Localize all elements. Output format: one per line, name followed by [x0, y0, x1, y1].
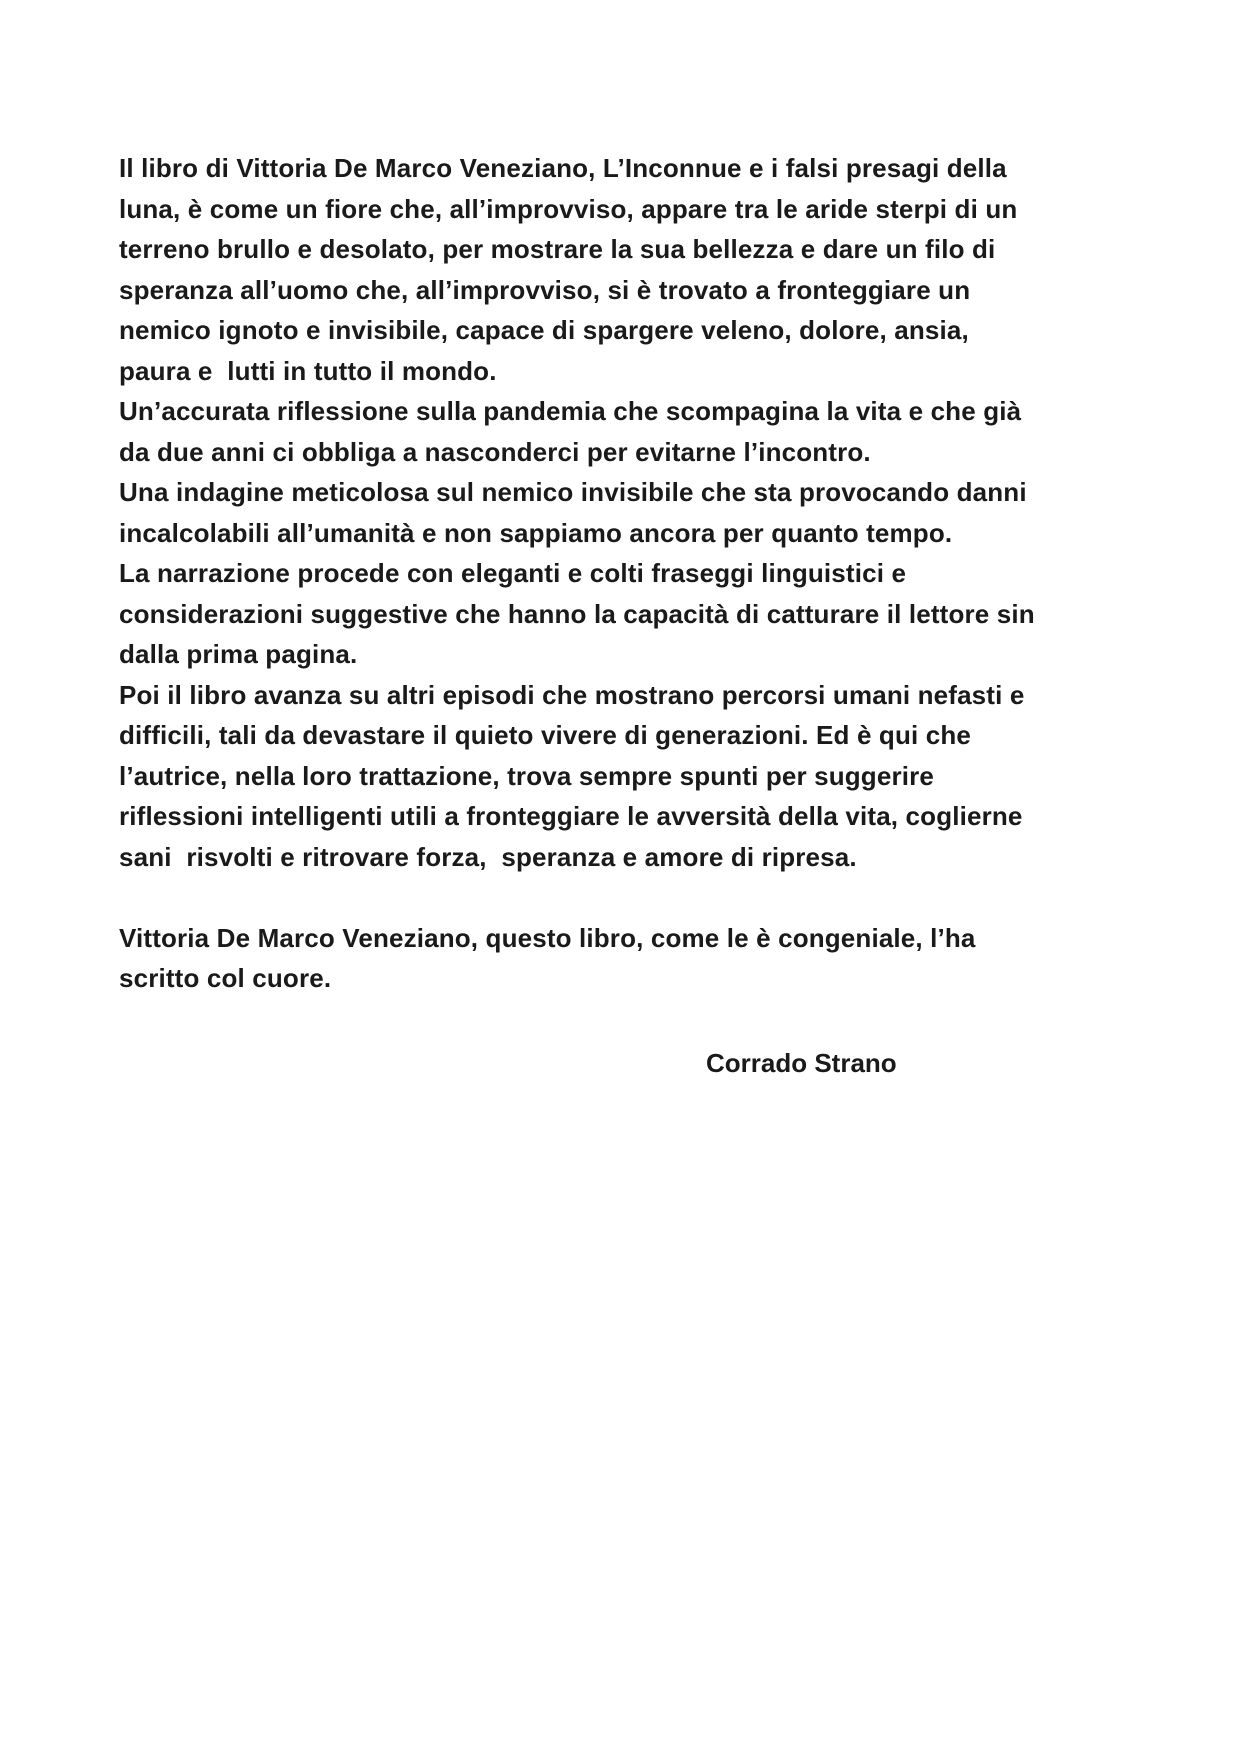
text-line: considerazioni suggestive che hanno la capacità di catturare il lettore sin: [119, 598, 1035, 629]
text-line: speranza all’uomo che, all’improvviso, si è trovato a fronteggiare un: [119, 274, 971, 305]
text-line: Una indagine meticolosa sul nemico invisibile che sta provocando danni: [119, 477, 1027, 507]
text-line: scritto col cuore.: [119, 963, 332, 993]
text-line: La narrazione procede con eleganti e colti fraseggi linguistici e: [119, 558, 907, 588]
text-line: Vittoria De Marco Veneziano, questo libro, come le è congeniale, l’ha: [119, 922, 976, 953]
text-line: difficili, tali da devastare il quieto vivere di generazioni. Ed è qui che: [119, 720, 971, 750]
author-signature: Corrado Strano: [706, 1048, 897, 1078]
text-line: Un’accurata riflessione sulla pandemia che scompagina la vita e che già: [119, 396, 1022, 426]
paragraph-spacer: [119, 877, 1139, 918]
text-line: Il libro di Vittoria De Marco Veneziano, L’Inconnue e i falsi presagi della: [119, 153, 1007, 183]
text-line: nemico ignoto e invisibile, capace di spargere veleno, dolore, ansia,: [119, 315, 969, 345]
text-line: terreno brullo e desolato, per mostrare la sua bellezza e dare un filo di: [119, 234, 996, 264]
text-line: paura e lutti in tutto il mondo.: [119, 355, 497, 386]
text-line: da due anni ci obbliga a nasconderci per evitarne l’incontro.: [119, 436, 871, 467]
text-line: luna, è come un fiore che, all’improvviso, appare tra le aride sterpi di un: [119, 193, 1018, 224]
text-line: l’autrice, nella loro trattazione, trova sempre spunti per suggerire: [119, 760, 934, 791]
text-line: sani risvolti e ritrovare forza, speranza e amore di ripresa.: [119, 841, 857, 872]
text-line: dalla prima pagina.: [119, 639, 358, 669]
text-line: incalcolabili all’umanità e non sappiamo ancora per quanto tempo.: [119, 517, 953, 548]
document-body: [119, 148, 1139, 999]
text-line: Poi il libro avanza su altri episodi che mostrano percorsi umani nefasti e: [119, 679, 1025, 710]
text-line: riflessioni intelligenti utili a fronteggiare le avversità della vita, coglierne: [119, 801, 1023, 831]
